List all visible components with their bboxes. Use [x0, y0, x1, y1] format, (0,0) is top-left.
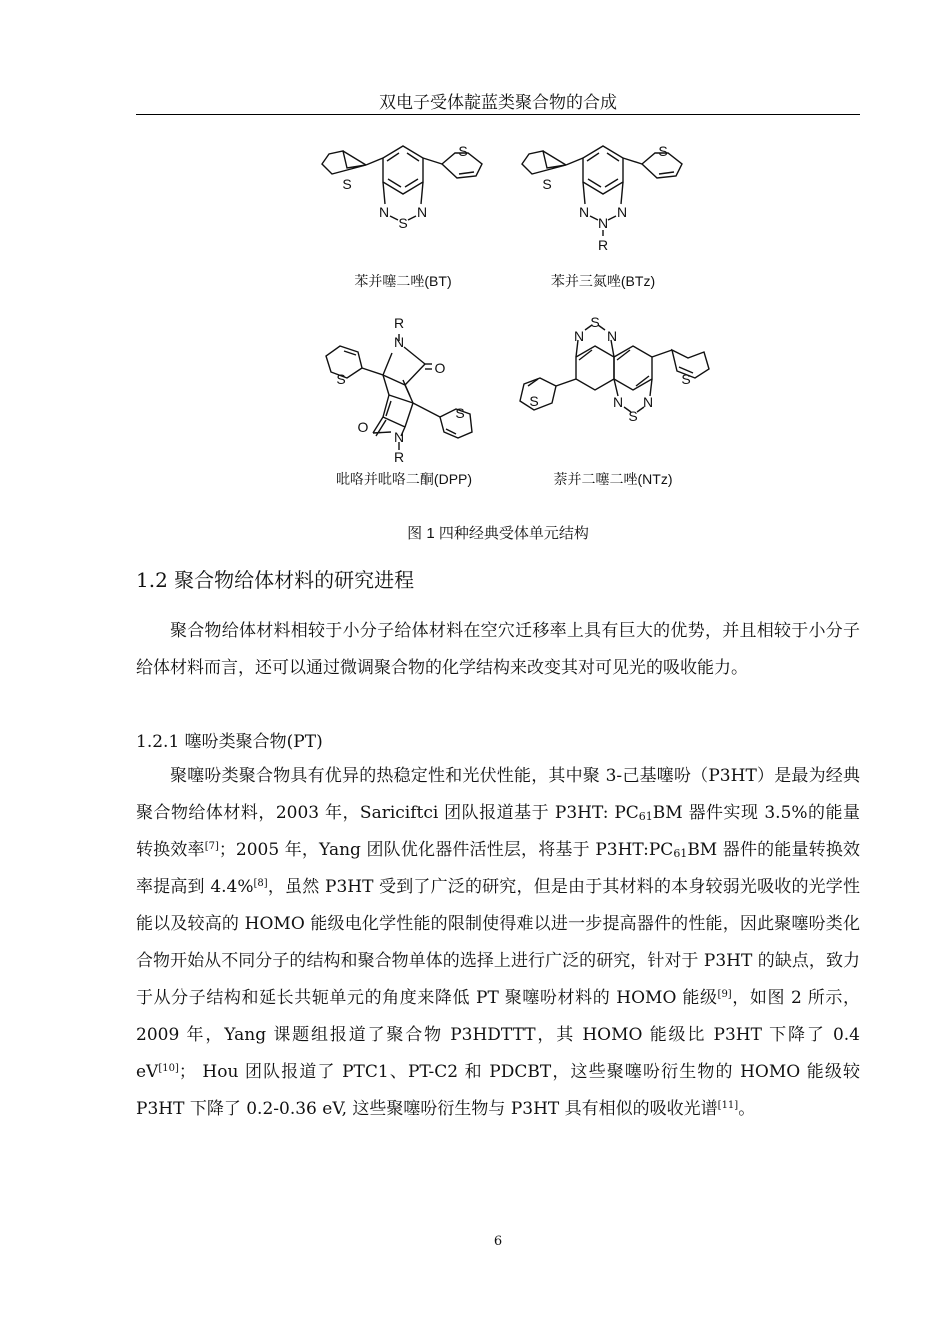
atom-label-n: N — [612, 394, 624, 410]
citation: [7] — [204, 841, 219, 852]
atom-label-s: S — [628, 408, 638, 424]
atom-label-s: S — [658, 143, 668, 159]
atom-label-n: N — [578, 204, 590, 220]
atom-label-s: S — [398, 215, 408, 231]
atom-label-s: S — [529, 393, 539, 409]
citation: [11] — [717, 1100, 739, 1111]
chemical-structures-drawing — [0, 120, 950, 560]
subscript: 61 — [638, 810, 653, 823]
atom-label-n: N — [573, 328, 585, 344]
label-ntz: 萘并二噻二唑(NTz) — [553, 471, 673, 487]
atom-label-n: N — [393, 429, 405, 445]
atom-label-n: N — [416, 204, 428, 220]
atom-label-n: N — [393, 334, 405, 350]
atom-label-n: N — [616, 204, 628, 220]
label-bt: 苯并噻二唑(BT) — [354, 273, 452, 289]
text-run: 聚噻吩类聚合物具有优异的热稳定性和光伏性能，其中聚 3-己基噻吩（P3HT）是最为经典聚合物给体材料，2003 年，Sariciftci 团队报道基于 P3HT: PC — [136, 766, 860, 823]
paragraph-pt — [136, 758, 860, 1128]
atom-label-n: N — [378, 204, 390, 220]
citation: [8] — [253, 878, 268, 889]
section-heading: 1.2 聚合物给体材料的研究进程 — [136, 568, 415, 592]
figure-caption: 图 1 四种经典受体单元结构 — [407, 525, 589, 542]
label-btz: 苯并三氮唑(BTz) — [550, 273, 656, 289]
subsection-heading: 1.2.1 噻吩类聚合物(PT) — [136, 732, 323, 752]
atom-label-n: N — [642, 394, 654, 410]
text-run: BM 器件实现 3.5%的能量转换效率 — [136, 803, 860, 860]
page-number: 6 — [493, 1234, 503, 1249]
atom-label-o: O — [434, 360, 446, 376]
text-run: 。 — [738, 1099, 756, 1119]
atom-label-r: R — [597, 237, 609, 253]
running-header: 双电子受体靛蓝类聚合物的合成 — [379, 93, 617, 113]
header-rule — [136, 114, 860, 115]
atom-label-r: R — [393, 449, 405, 465]
citation: [9] — [717, 989, 732, 1000]
atom-label-s: S — [342, 176, 352, 192]
atom-label-s: S — [336, 371, 346, 387]
text-run: ；2005 年，Yang 团队优化器件活性层，将基于 P3HT:PC — [218, 840, 674, 860]
label-dpp: 吡咯并吡咯二酮(DPP) — [335, 471, 473, 487]
text-run: ； Hou 团队报道了 PTC1、PT-C2 和 PDCBT，这些聚噻吩衍生物的 HOMO 能级较 P3HT 下降了 0.2-0.36 eV, 这些聚噻吩衍生物与 P3HT 具有相似的吸收光谱 — [136, 1062, 860, 1119]
figure-acceptor-structures — [0, 120, 950, 560]
atom-label-s: S — [542, 176, 552, 192]
atom-label-s: S — [458, 143, 468, 159]
citation: [10] — [158, 1063, 179, 1074]
text-run: ，虽然 P3HT 受到了广泛的研究，但是由于其材料的本身较弱光吸收的光学性能以及较高的 HOMO 能级电化学性能的限制使得难以进一步提高器件的性能，因此聚噻吩类化合物开始从不同分子的结构和聚合物单体的选择上进行广泛的研究，针对于 P3HT 的缺点，致力于从分子结构和延长共轭单元的角度来降低 PT 聚噻吩材料的 HOMO 能级 — [136, 877, 860, 1008]
atom-label-r: R — [393, 315, 405, 331]
atom-label-s: S — [590, 314, 600, 330]
paragraph-intro: 聚合物给体材料相较于小分子给体材料在空穴迁移率上具有巨大的优势，并且相较于小分子给体材料而言，还可以通过微调聚合物的化学结构来改变其对可见光的吸收能力。 — [136, 621, 860, 678]
atom-label-n: N — [606, 328, 618, 344]
text-run: BM 器件的能量转换效率提高到 4.4% — [136, 840, 860, 897]
atom-label-n: N — [597, 215, 609, 231]
atom-label-s: S — [681, 371, 691, 387]
text-run: ，如图 2 所示，2009 年，Yang 课题组报道了聚合物 P3HDTTT，其 HOMO 能级比 P3HT 下降了 0.4 eV — [136, 988, 860, 1082]
atom-label-o: O — [357, 419, 369, 435]
subscript: 61 — [673, 847, 688, 860]
atom-label-s: S — [455, 405, 465, 421]
